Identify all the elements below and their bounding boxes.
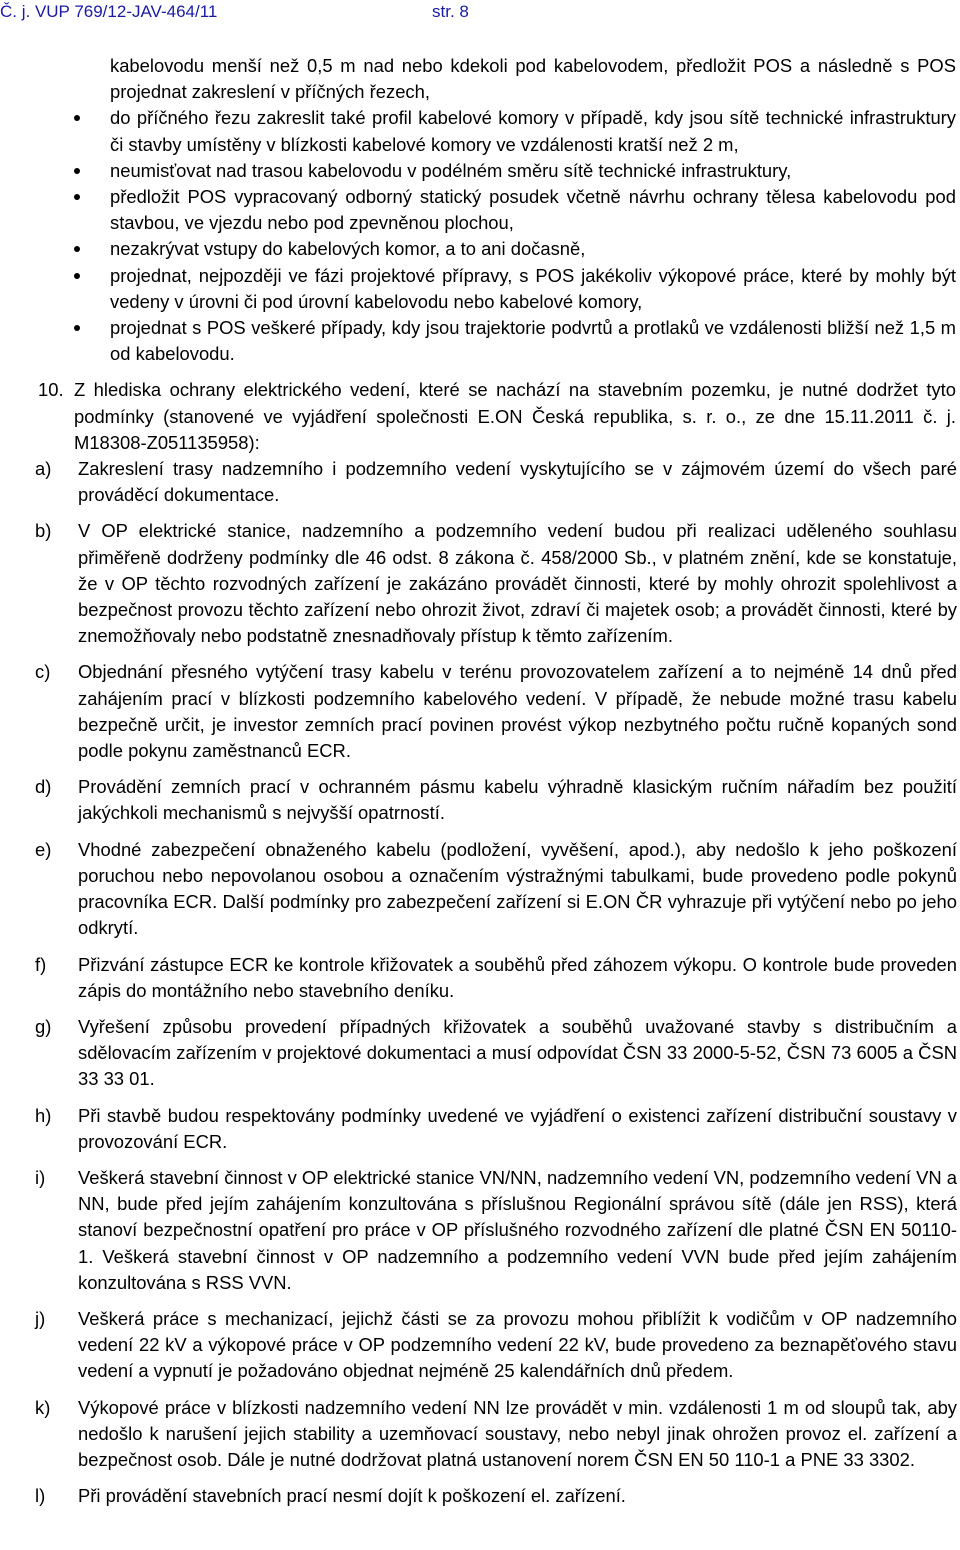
item-label: c): [35, 661, 51, 683]
item-text: Veškerá práce s mechanizací, jejichž části se za provozu mohou přiblížit k vodičům v OP nadzemního vedení 22 kV a výkopové práce v OP podzemního vedení 22 kV, bude provedeno za beznapěťového stavu vedení a vypnutí je požadováno objednat nejméně 25 kalendářních dnů předem.: [78, 1307, 957, 1382]
list-item: [0, 1395, 960, 1474]
bullet-item: projednat s POS veškeré případy, kdy jsou trajektorie podvrtů a protlaků ve vzdálenosti bližší než 1,5 m od kabelovodu.: [0, 315, 956, 367]
bullet-item: projednat, nejpozději ve fázi projektové přípravy, s POS jakékoliv výkopové práce, které by mohly být vedeny v úrovni či pod úrovní kabelovodu nebo kabelové komory,: [0, 263, 956, 315]
list-item: [0, 1483, 960, 1509]
list-item: [0, 659, 960, 764]
section-10: [0, 377, 960, 456]
bullet-item: neumisťovat nad trasou kabelovodu v podélném směru sítě technické infrastruktury,: [0, 158, 956, 184]
item-label: j): [35, 1307, 46, 1329]
item-text: Vyřešení způsobu provedení případných křižovatek a souběhů uvažované stavby s distribučním a sdělovacím zařízením v projektové dokumentaci a musí odpovídat ČSN 33 2000-5-52, ČSN 73 6005 a ČSN 33 33 01.: [78, 1015, 957, 1090]
page-number: str. 8: [432, 2, 469, 21]
list-item: [0, 1014, 960, 1093]
list-item: [0, 1306, 960, 1385]
item-text: Vhodné zabezpečení obnaženého kabelu (podložení, vyvěšení, apod.), aby nedošlo k jeho poškození poruchou nebo nepovolanou osobou a označením výstražnými tabulkami, bude provedeno podle pokynů pracovníka ECR. Další podmínky pro zabezpečení zařízení si E.ON ČR vyhrazuje při vytýčení nebo po jeho odkrytí.: [78, 838, 957, 939]
item-text: V OP elektrické stanice, nadzemního a podzemního vedení budou při realizaci uděleného souhlasu přiměřeně dodrženy podmínky dle 46 odst. 8 zákona č. 458/2000 Sb., v platném znění, kde se konstatuje, že v OP těchto rozvodných zařízení je zakázáno provádět činnosti, které by mohly ohrozit spolehlivost a bezpečnost provozu těchto zařízení nebo ohrozit život, zdraví či majetek osob; a provádět činnosti, které by znemožňovaly nebo podstatně znesnadňovaly přístup k těmto zařízením.: [78, 520, 957, 647]
item-label: l): [35, 1485, 46, 1507]
item-text: Objednání přesného vytýčení trasy kabelu v terénu provozovatelem zařízení a to nejméně 14 dnů před zahájením prací v blízkosti podzemního kabelového vedení. V případě, že nebude možné trasu kabelu bezpečně určit, je investor zemních prací povinen provést výkop nezbytného počtu ručně kopaných sond podle pokynu zaměstnanců ECR.: [78, 661, 957, 762]
list-item: [0, 1103, 960, 1155]
item-text: Veškerá stavební činnost v OP elektrické stanice VN/NN, nadzemního vedení VN, podzemního vedení VN a NN, bude před jejím zahájením konzultována s příslušnou Regionální správou sítě (dále jen RSS), která stanoví bezpečnostní opatření pro práce v OP příslušného rozvodného zařízení dle platné ČSN EN 50110-1. Veškerá stavební činnost v OP nadzemního a podzemního vedení VVN bude před jejím zahájením konzultována s RSS VVN.: [78, 1166, 957, 1293]
lettered-list: [0, 456, 960, 1509]
list-item: [0, 774, 960, 826]
bullet-item: nezakrývat vstupy do kabelových komor, a to ani dočasně,: [0, 236, 956, 262]
document-reference: Č. j. VUP 769/12-JAV-464/11: [0, 2, 218, 21]
item-label: d): [35, 776, 52, 798]
item-text: Výkopové práce v blízkosti nadzemního vedení NN lze provádět v min. vzdálenosti 1 m od sloupů tak, aby nedošlo k narušení jejich stability a uzemňovací soustavy, nebo nebyl jinak ohrožen provoz el. zařízení a bezpečnost osob. Dále je nutné dodržovat platná ustanovení norem ČSN EN 50 110-1 a PNE 33 3302.: [78, 1396, 957, 1470]
item-text: Provádění zemních prací v ochranném pásmu kabelu výhradně klasickým ručním nářadím bez použití jakýchkoli mechanismů s nejvyšší opatrností.: [78, 776, 957, 824]
item-label: a): [35, 458, 52, 480]
bullet-item: předložit POS vypracovaný odborný statický posudek včetně návrhu ochrany tělesa kabelovodu pod stavbou, ve vjezdu nebo pod zpevněnou plochou,: [0, 184, 956, 236]
item-label: f): [35, 953, 47, 975]
item-label: h): [35, 1104, 52, 1126]
bullet-list: [0, 105, 960, 367]
list-item: [0, 1165, 960, 1296]
document-body: [0, 53, 960, 1519]
list-item: [0, 837, 960, 942]
list-item: [0, 952, 960, 1004]
item-text: Při provádění stavebních prací nesmí dojít k poškození el. zařízení.: [78, 1485, 626, 1507]
item-label: g): [35, 1015, 52, 1037]
item-text: Při stavbě budou respektovány podmínky uvedené ve vyjádření o existenci zařízení distribuční soustavy v provozování ECR.: [78, 1104, 957, 1152]
bullet-item: do příčného řezu zakreslit také profil kabelové komory v případě, kdy jsou sítě technické infrastruktury či stavby umístěny v blízkosti kabelové komory ve vzdálenosti kratší než 2 m,: [0, 105, 956, 157]
section-intro: Z hlediska ochrany elektrického vedení, které se nachází na stavebním pozemku, je nutné dodržet tyto podmínky (stanovené ve vyjádření společnosti E.ON Česká republika, s. r. o., ze dne 15.11.2011 č. j. M18308-Z051135958):: [74, 379, 956, 453]
item-text: Přizvání zástupce ECR ke kontrole křižovatek a souběhů před záhozem výkopu. O kontrole bude proveden zápis do montážního nebo stavebního deníku.: [78, 953, 957, 1001]
item-label: b): [35, 520, 52, 542]
item-text: Zakreslení trasy nadzemního i podzemního vedení vyskytujícího se v zájmovém území do všech paré prováděcí dokumentace.: [78, 458, 957, 506]
item-label: k): [35, 1396, 51, 1418]
page-header: [0, 2, 960, 28]
item-label: e): [35, 838, 52, 860]
list-item: [0, 456, 960, 508]
continuation-text: kabelovodu menší než 0,5 m nad nebo kdekoli pod kabelovodem, předložit POS a následně s POS projednat zakreslení v příčných řezech,: [110, 55, 956, 103]
list-item: [0, 518, 960, 649]
section-number: 10.: [38, 379, 64, 401]
item-label: i): [35, 1166, 46, 1188]
